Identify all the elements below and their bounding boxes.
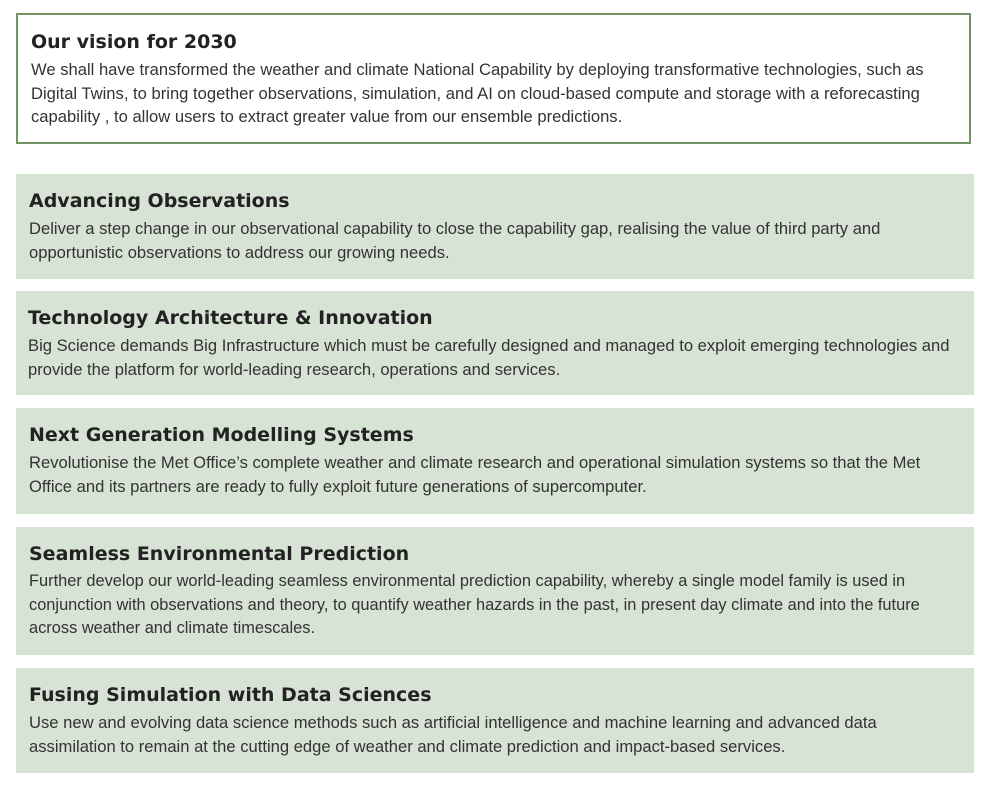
- pillar-title: Next Generation Modelling Systems: [29, 424, 414, 446]
- pillar-panel-seamless-prediction: [16, 527, 974, 655]
- vision-box: [16, 13, 971, 144]
- vision-text: We shall have transformed the weather and climate National Capability by deploying transformative technologies, such as Digital Twins, to bring together observations, simulation, and AI on cloud-based compute and storage with a reforecasting capability , to allow users to extract greater value from our ensemble predictions.: [31, 60, 924, 126]
- pillar-title: Fusing Simulation with Data Sciences: [29, 684, 432, 706]
- pillar-text: Use new and evolving data science methods such as artificial intelligence and machine learning and advanced data assimilation to remain at the cutting edge of weather and climate prediction and impact-based services.: [29, 713, 877, 756]
- pillar-title: Technology Architecture & Innovation: [28, 307, 433, 329]
- pillar-text: Further develop our world-leading seamless environmental prediction capability, whereby a single model family is used in conjunction with observations and theory, to quantify weather hazards in the past, in present day climate and into the future across weather and climate timescales.: [29, 572, 920, 637]
- pillar-text: Revolutionise the Met Office’s complete weather and climate research and operational simulation systems so that the Met Office and its partners are ready to fully exploit future generations of supercomputer.: [29, 453, 921, 496]
- pillar-panel-technology-architecture: [16, 291, 974, 395]
- vision-title: Our vision for 2030: [31, 31, 237, 53]
- pillar-text: Big Science demands Big Infrastructure which must be carefully designed and managed to exploit emerging technologies and provide the platform for world-leading research, operations and services.: [28, 336, 950, 379]
- pillar-panel-next-generation-modelling: [16, 408, 974, 514]
- pillar-title: Seamless Environmental Prediction: [29, 543, 410, 565]
- pillar-panel-fusing-simulation: [16, 668, 974, 773]
- pillar-text: Deliver a step change in our observational capability to close the capability gap, realising the value of third party and opportunistic observations to address our growing needs.: [29, 219, 881, 262]
- pillar-title: Advancing Observations: [29, 190, 290, 212]
- pillar-panel-advancing-observations: [16, 174, 974, 279]
